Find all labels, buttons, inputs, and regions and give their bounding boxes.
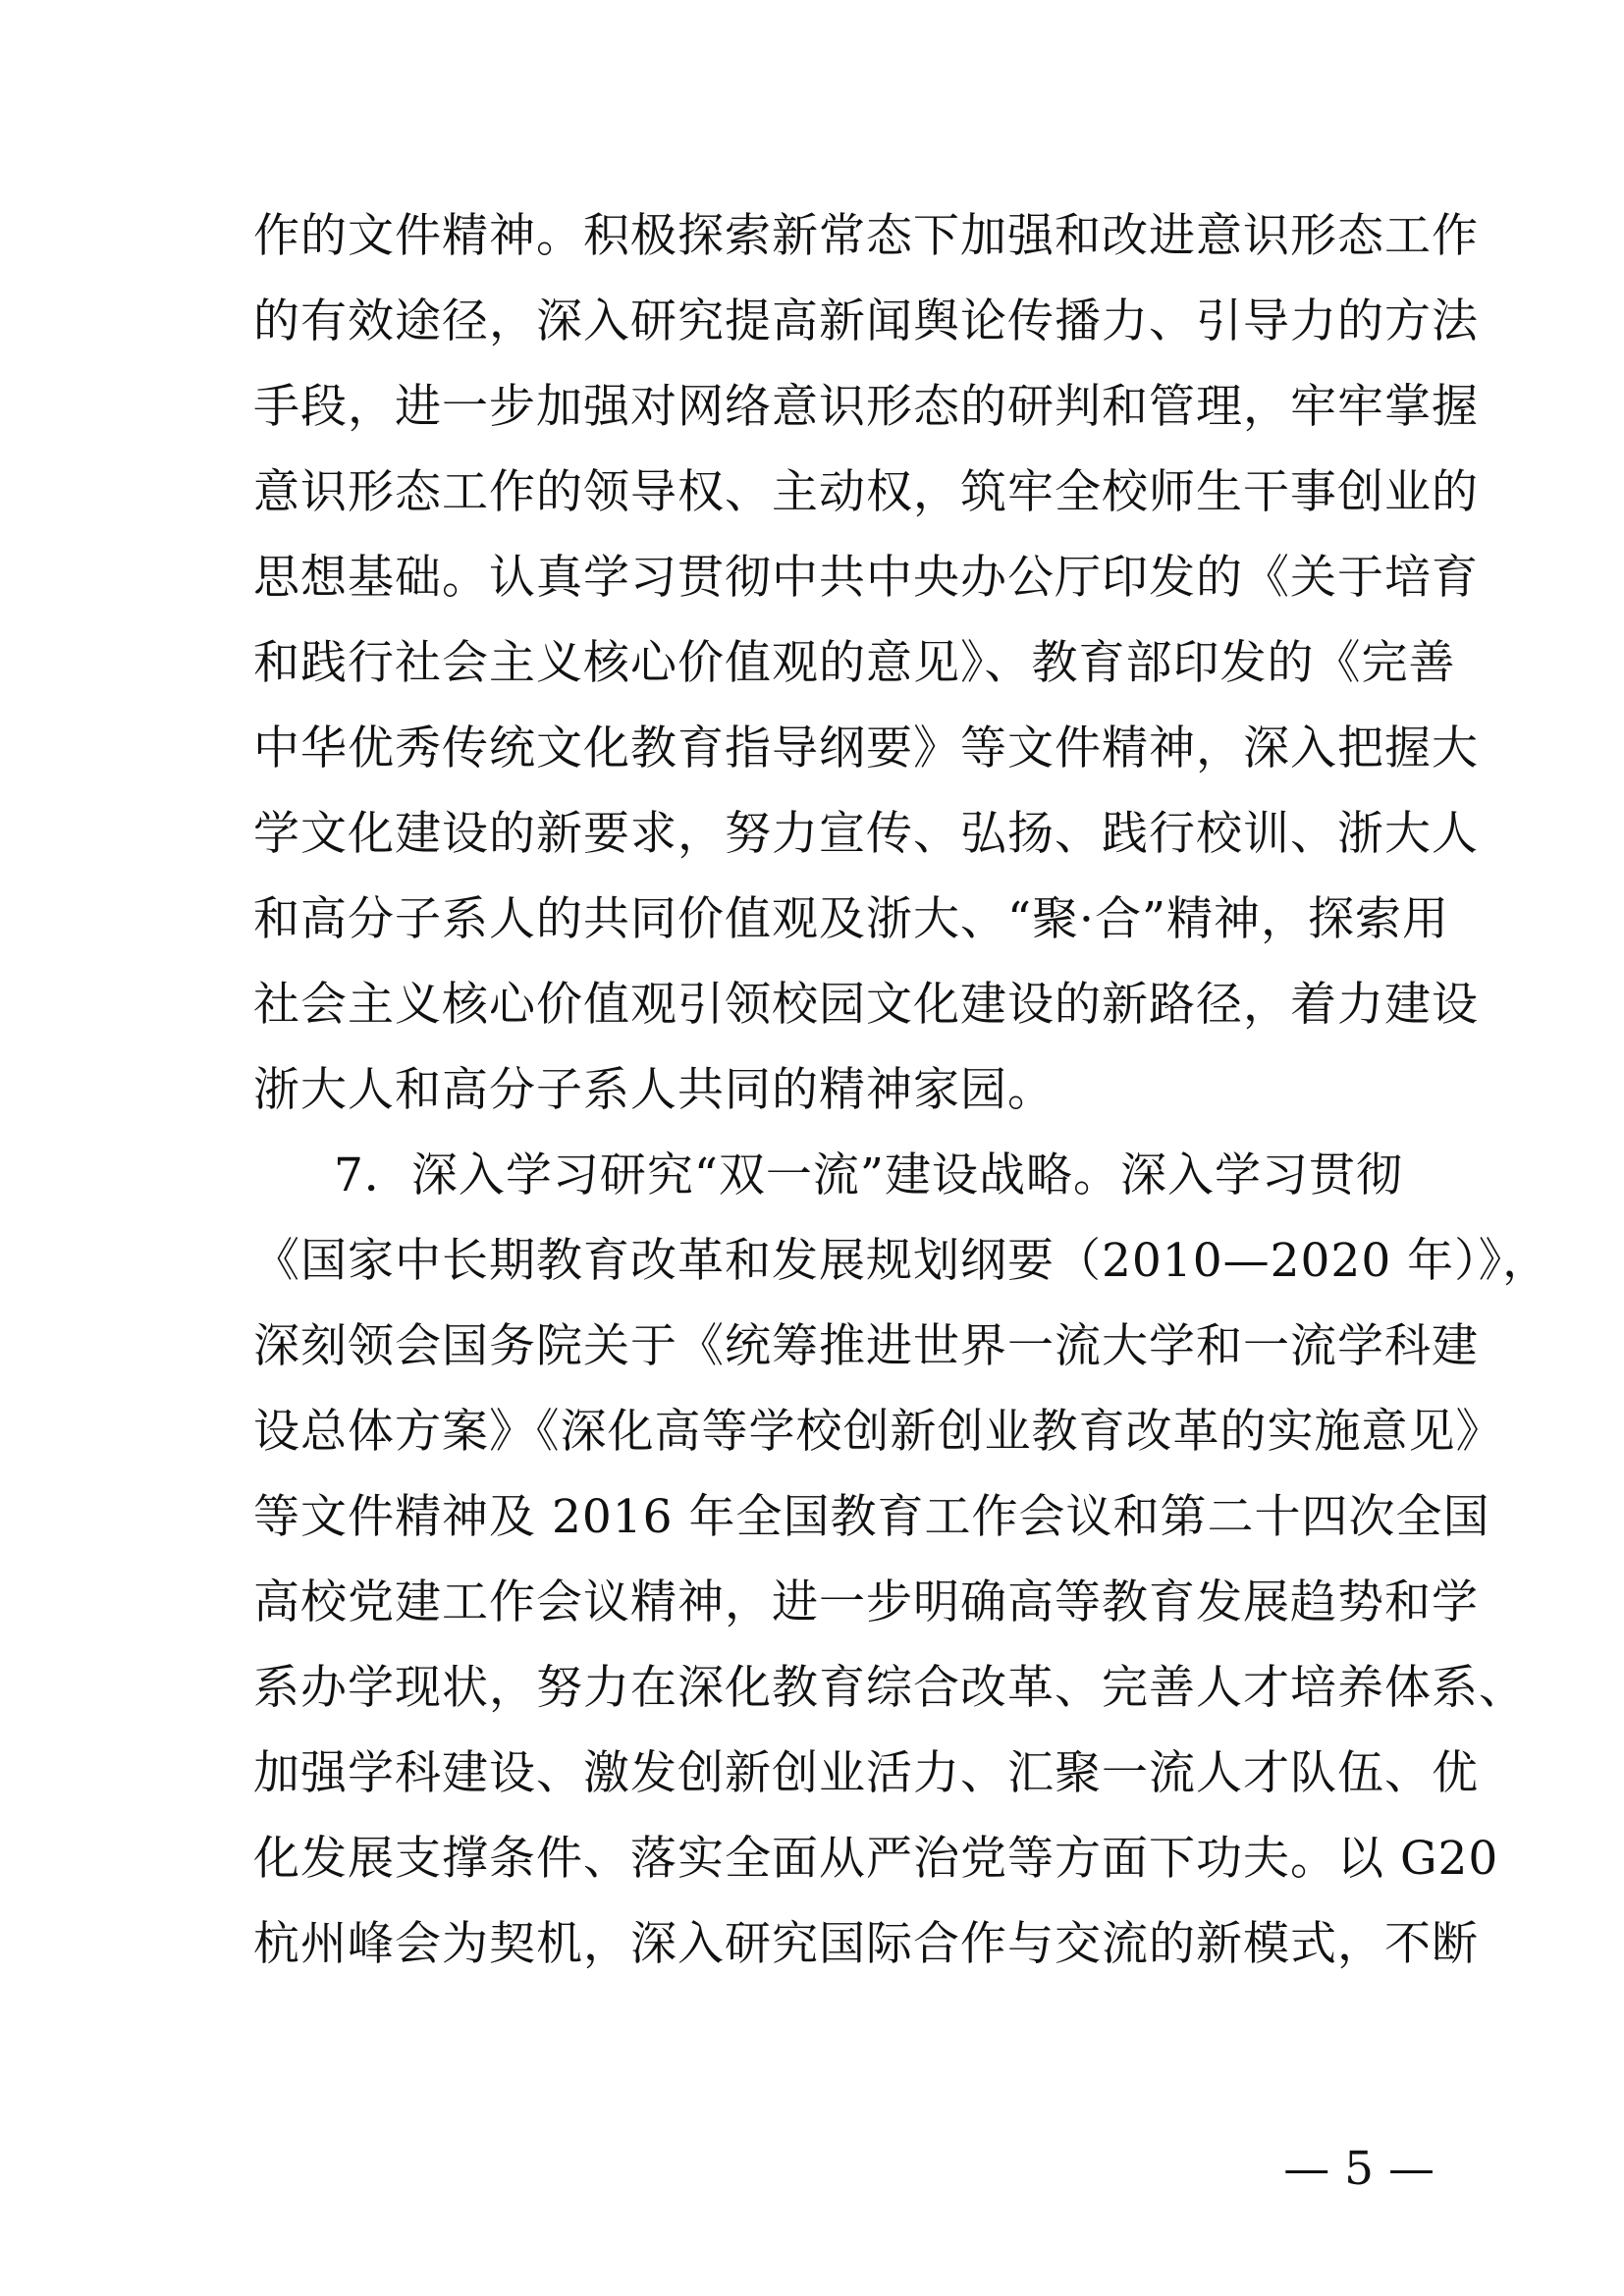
text-line: 系办学现状，努力在深化教育综合改革、完善人才培养体系、 xyxy=(253,1661,1526,1715)
page-number: — 5 — xyxy=(1283,2142,1435,2196)
text-line: 高校党建工作会议精神，进一步明确高等教育发展趋势和学 xyxy=(253,1575,1479,1629)
text-line: 浙大人和高分子系人共同的精神家园。 xyxy=(253,1063,1055,1117)
text-line: 和高分子系人的共同价值观及浙大、“聚·合”精神，探索用 xyxy=(253,892,1449,946)
text-line: 化发展支撑条件、落实全面从严治党等方面下功夫。以 G20 xyxy=(253,1832,1499,1886)
text-line: 作的文件精神。积极探索新常态下加强和改进意识形态工作 xyxy=(253,209,1479,263)
text-line: 中华优秀传统文化教育指导纲要》等文件精神，深入把握大 xyxy=(253,721,1479,775)
text-line: 和践行社会主义核心价值观的意见》、教育部印发的《完善 xyxy=(253,636,1456,690)
section-heading-line: 7．深入学习研究“双一流”建设战略。深入学习贯彻 xyxy=(334,1148,1403,1202)
text-line: 思想基础。认真学习贯彻中共中央办公厅印发的《关于培育 xyxy=(253,551,1479,605)
text-line: 杭州峰会为契机，深入研究国际合作与交流的新模式，不断 xyxy=(253,1917,1479,1971)
text-line: 深刻领会国务院关于《统筹推进世界一流大学和一流学科建 xyxy=(253,1319,1479,1373)
text-line: 加强学科建设、激发创新创业活力、汇聚一流人才队伍、优 xyxy=(253,1746,1479,1800)
text-line: 的有效途径，深入研究提高新闻舆论传播力、引导力的方法 xyxy=(253,294,1479,348)
text-line: 手段，进一步加强对网络意识形态的研判和管理，牢牢掌握 xyxy=(253,380,1479,434)
text-line: 《国家中长期教育改革和发展规划纲要（2010—2020 年）》， xyxy=(253,1234,1550,1288)
text-line: 等文件精神及 2016 年全国教育工作会议和第二十四次全国 xyxy=(253,1490,1490,1544)
text-line: 意识形态工作的领导权、主动权，筑牢全校师生干事创业的 xyxy=(253,465,1479,519)
text-line: 社会主义核心价值观引领校园文化建设的新路径，着力建设 xyxy=(253,978,1479,1032)
text-line: 学文化建设的新要求，努力宣传、弘扬、践行校训、浙大人 xyxy=(253,807,1479,861)
text-line: 设总体方案》《深化高等学校创新创业教育改革的实施意见》 xyxy=(253,1405,1503,1459)
